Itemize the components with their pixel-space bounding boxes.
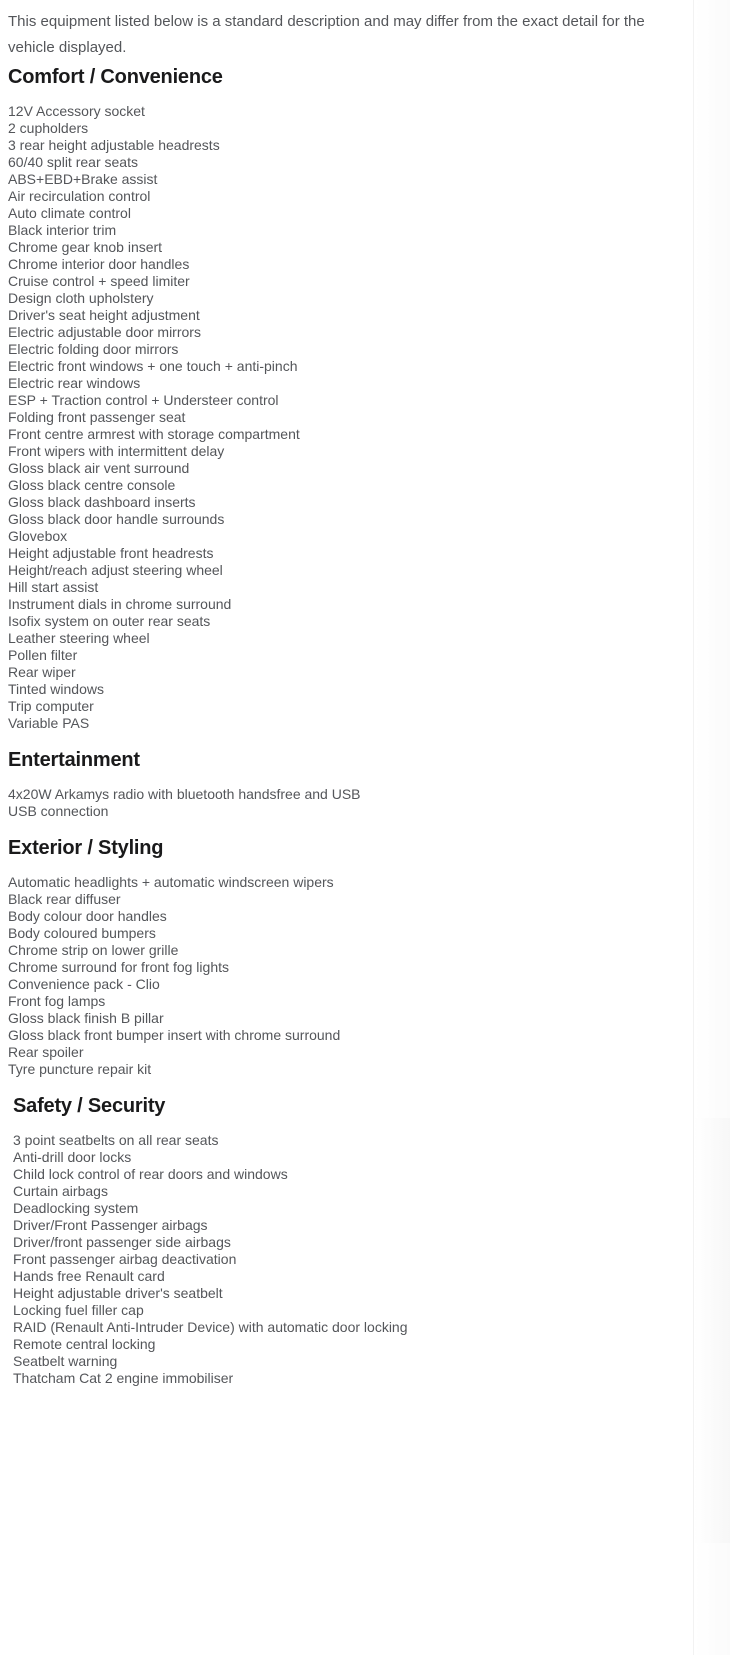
equipment-item: Driver/front passenger side airbags [13,1234,231,1250]
equipment-item: Seatbelt warning [13,1353,118,1369]
equipment-item: Gloss black centre console [8,477,176,493]
equipment-item: Driver/Front Passenger airbags [13,1217,208,1233]
equipment-item: Pollen filter [8,647,78,663]
equipment-item: 3 point seatbelts on all rear seats [13,1132,219,1148]
equipment-item: ESP + Traction control + Understeer control [8,392,279,408]
equipment-item: Electric rear windows [8,375,141,391]
equipment-item: Instrument dials in chrome surround [8,596,232,612]
equipment-item: Black interior trim [8,222,117,238]
equipment-items [8,874,684,1078]
equipment-section [8,749,684,820]
equipment-item: Gloss black air vent surround [8,460,190,476]
equipment-item: Body colour door handles [8,908,167,924]
section-title: Entertainment [8,749,140,771]
equipment-item: Gloss black finish B pillar [8,1010,164,1026]
equipment-item: Cruise control + speed limiter [8,273,190,289]
equipment-item: Deadlocking system [13,1200,139,1216]
equipment-item: Front wipers with intermittent delay [8,443,225,459]
equipment-item: Folding front passenger seat [8,409,186,425]
equipment-item: Variable PAS [8,715,90,731]
page-edge-shadow-lower [694,1118,730,1543]
equipment-item: Rear wiper [8,664,76,680]
equipment-item: Thatcham Cat 2 engine immobiliser [13,1370,234,1386]
equipment-item: USB connection [8,803,109,819]
equipment-item: Isofix system on outer rear seats [8,613,211,629]
equipment-item: Child lock control of rear doors and windows [13,1166,288,1182]
equipment-item: Chrome surround for front fog lights [8,959,229,975]
equipment-item: Tyre puncture repair kit [8,1061,152,1077]
equipment-item: Height adjustable front headrests [8,545,214,561]
equipment-item: Hill start assist [8,579,99,595]
equipment-item: Remote central locking [13,1336,156,1352]
equipment-item: Black rear diffuser [8,891,121,907]
equipment-section [8,837,684,1078]
equipment-item: 12V Accessory socket [8,103,145,119]
equipment-section [8,1095,684,1387]
equipment-item: 4x20W Arkamys radio with bluetooth handsfree and USB [8,786,361,802]
equipment-item: Hands free Renault card [13,1268,165,1284]
equipment-item: Air recirculation control [8,188,151,204]
equipment-item: RAID (Renault Anti-Intruder Device) with automatic door locking [13,1319,408,1335]
equipment-item: Body coloured bumpers [8,925,156,941]
equipment-item: Curtain airbags [13,1183,108,1199]
equipment-item: Front fog lamps [8,993,106,1009]
equipment-item: ABS+EBD+Brake assist [8,171,158,187]
section-title: Comfort / Convenience [8,66,223,88]
equipment-item: Tinted windows [8,681,104,697]
equipment-items [13,1132,684,1387]
section-title: Exterior / Styling [8,837,164,859]
equipment-item: Design cloth upholstery [8,290,154,306]
equipment-item: 3 rear height adjustable headrests [8,137,220,153]
disclaimer-text: This equipment listed below is a standard description and may differ from the exact detail for the vehicle displayed. [8,13,645,56]
equipment-item: Electric adjustable door mirrors [8,324,201,340]
equipment-item: Rear spoiler [8,1044,84,1060]
equipment-item: Height adjustable driver's seatbelt [13,1285,223,1301]
equipment-item: Anti-drill door locks [13,1149,132,1165]
equipment-item: Gloss black dashboard inserts [8,494,196,510]
equipment-item: Chrome interior door handles [8,256,190,272]
equipment-item: Leather steering wheel [8,630,150,646]
equipment-section [8,66,684,732]
equipment-item: Electric folding door mirrors [8,341,179,357]
equipment-item: Chrome gear knob insert [8,239,163,255]
equipment-item: Front centre armrest with storage compartment [8,426,300,442]
equipment-items [8,103,684,732]
equipment-item: Chrome strip on lower grille [8,942,179,958]
equipment-item: 2 cupholders [8,120,89,136]
equipment-item: Driver's seat height adjustment [8,307,200,323]
equipment-item: Convenience pack - Clio [8,976,160,992]
equipment-item: Height/reach adjust steering wheel [8,562,223,578]
equipment-item: Gloss black door handle surrounds [8,511,225,527]
equipment-item: Electric front windows + one touch + anti-pinch [8,358,298,374]
equipment-item: Glovebox [8,528,68,544]
equipment-item: Gloss black front bumper insert with chrome surround [8,1027,341,1043]
equipment-sections [8,66,684,1387]
equipment-items [8,786,684,820]
equipment-item: Automatic headlights + automatic windscreen wipers [8,874,334,890]
equipment-item: Trip computer [8,698,94,714]
equipment-item: Auto climate control [8,205,131,221]
equipment-item: 60/40 split rear seats [8,154,138,170]
section-title: Safety / Security [13,1095,166,1117]
equipment-item: Front passenger airbag deactivation [13,1251,237,1267]
equipment-item: Locking fuel filler cap [13,1302,144,1318]
